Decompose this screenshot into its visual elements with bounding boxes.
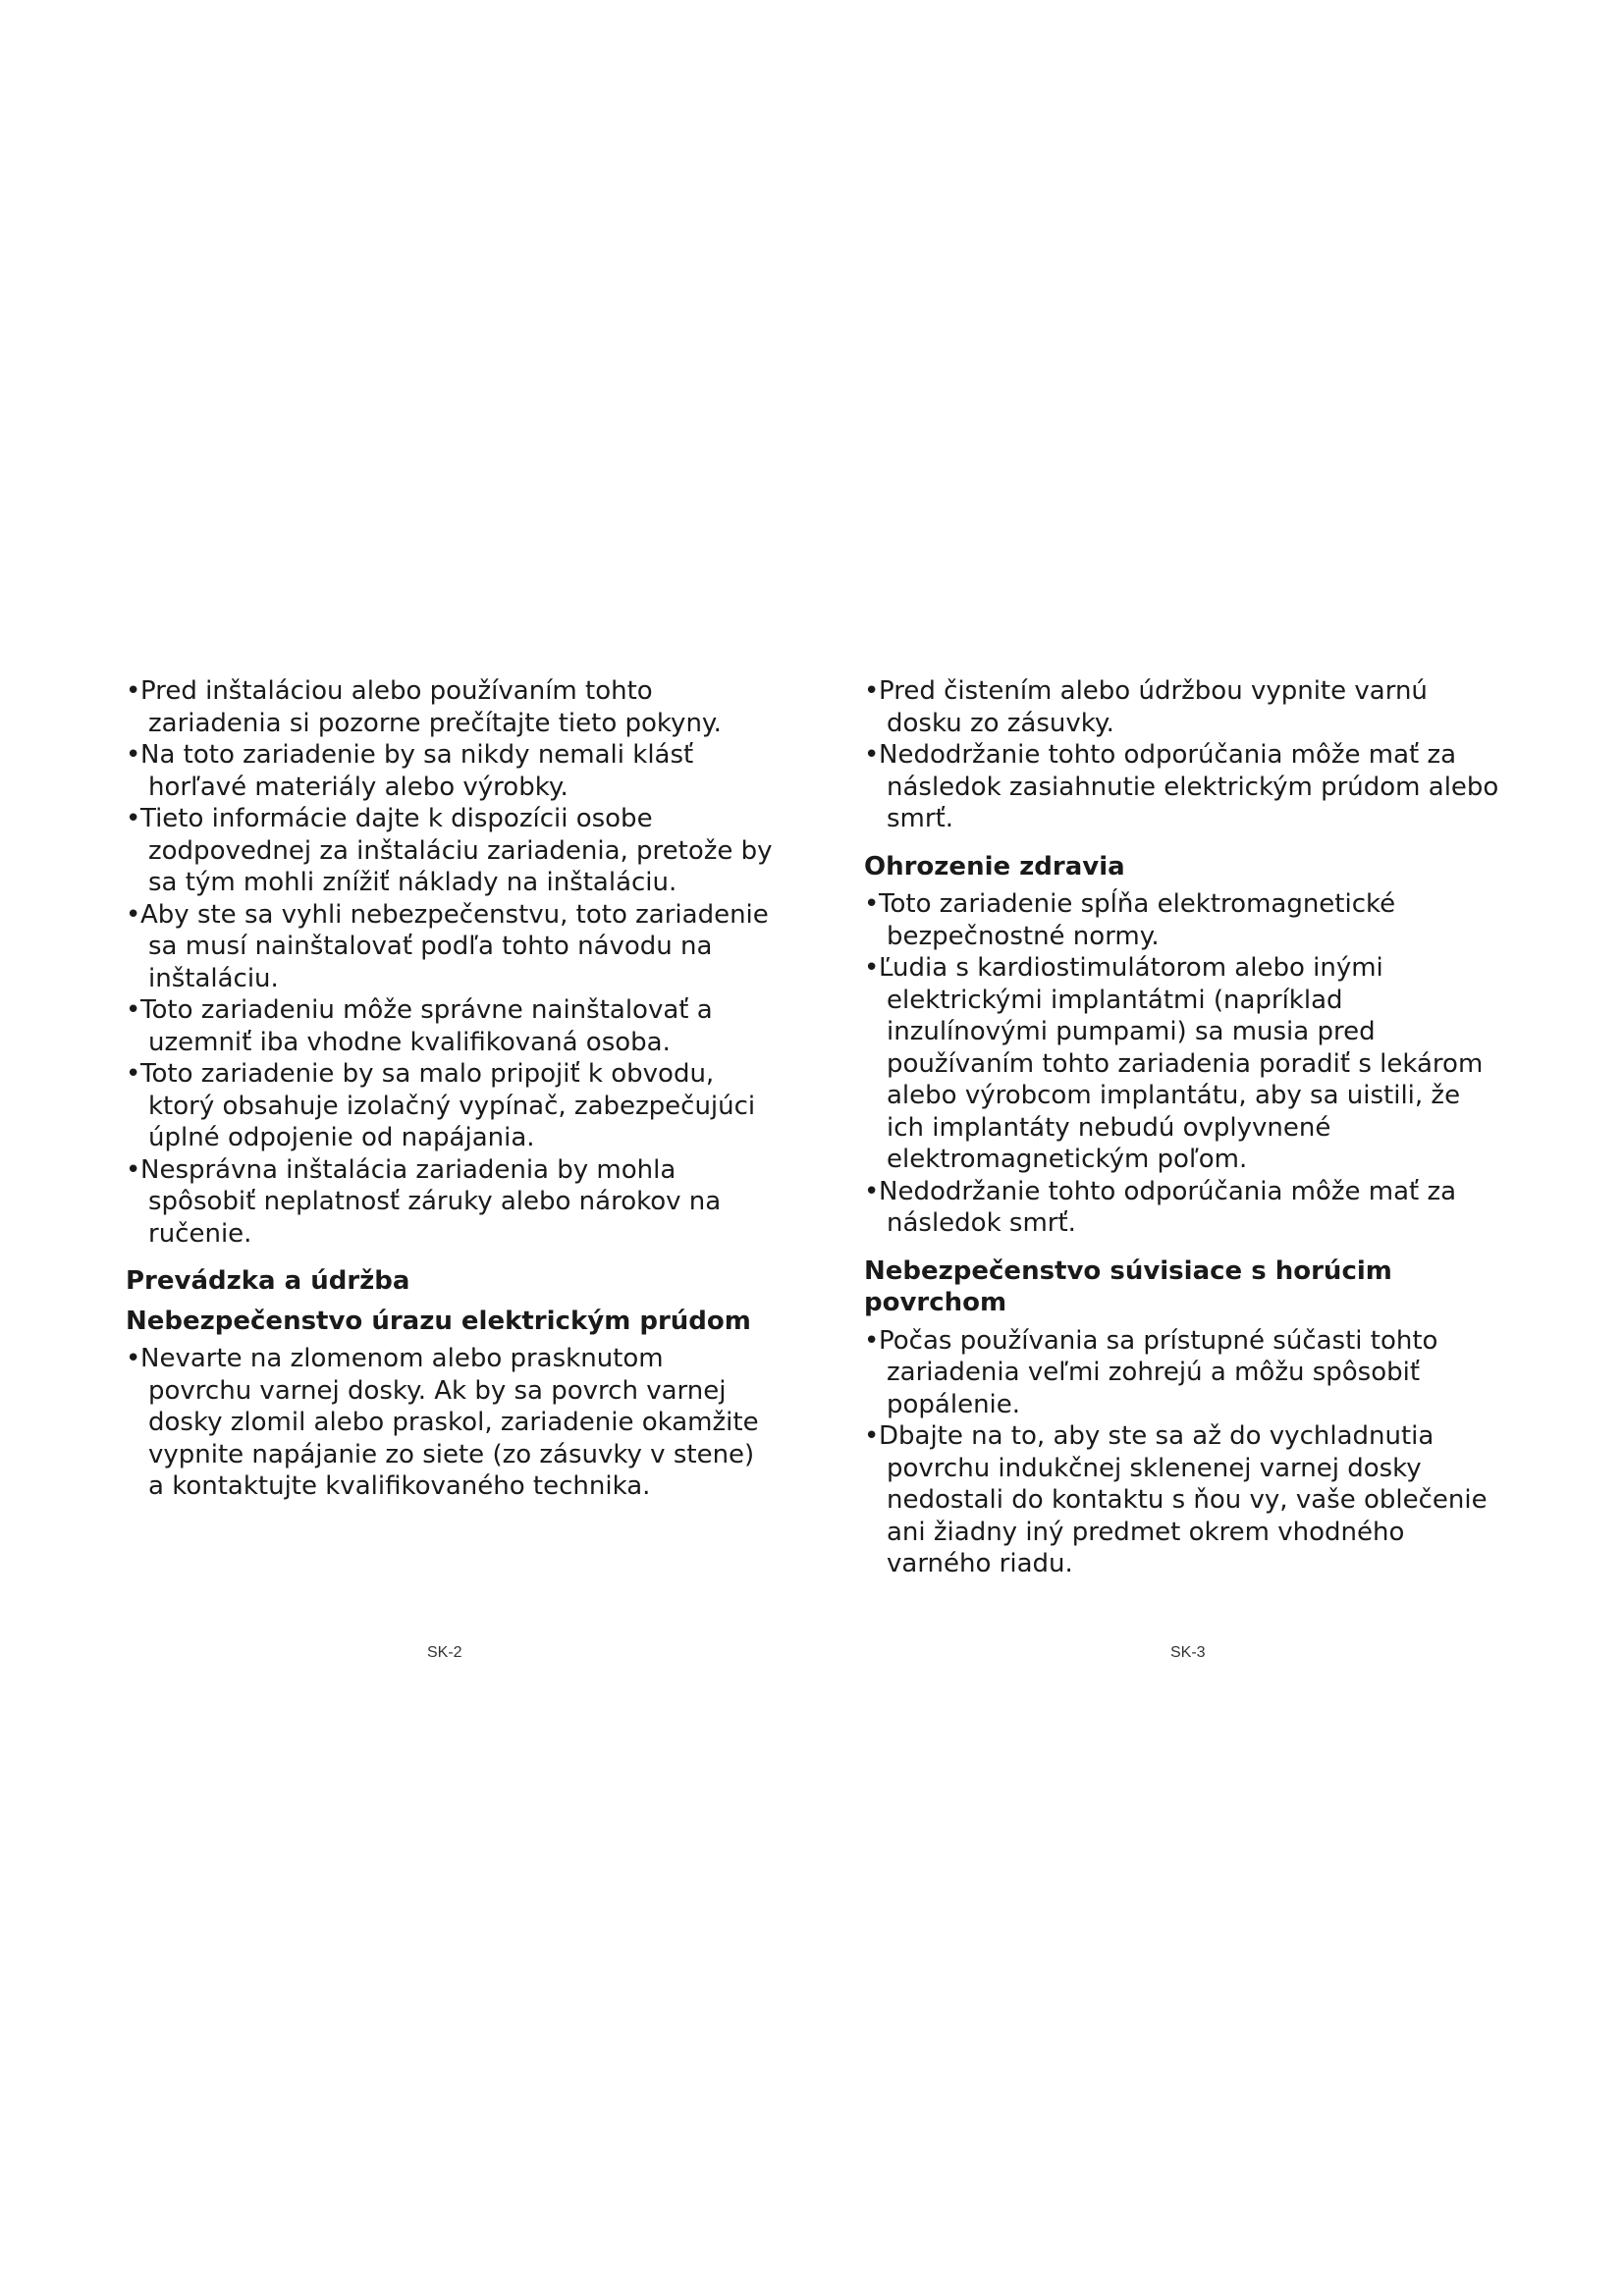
list-item: • Nesprávna inštalácia zariadenia by mohla spôsobiť neplatnosť záruky alebo nárokov na ručenie.: [126, 1154, 774, 1251]
page-number-left: SK-2: [427, 1644, 462, 1661]
section-heading-operation: Prevádzka a údržba: [126, 1266, 410, 1296]
list-item: • Dbajte na to, aby ste sa až do vychladnutia povrchu indukčnej sklenenej varnej dosky nedostali do kontaktu s ňou vy, vaše oblečenie ani žiadny iný predmet okrem vhodného varného riadu.: [864, 1420, 1502, 1580]
left-page-column: [126, 675, 774, 1503]
section-heading-health: Ohrozenie zdravia: [864, 851, 1125, 881]
list-item: • Toto zariadenie spĺňa elektromagnetické bezpečnostné normy.: [864, 888, 1502, 952]
list-item: • Pred inštaláciou alebo používaním tohto zariadenia si pozorne prečítajte tieto pokyny.: [126, 675, 774, 739]
section-heading-hot-surface: Nebezpečenstvo súvisiace s horúcim povrchom: [864, 1255, 1392, 1317]
list-item: • Nevarte na zlomenom alebo prasknutom povrchu varnej dosky. Ak by sa povrch varnej dosky zlomil alebo praskol, zariadenie okamžite vypnite napájanie zo siete (zo zásuvky v stene) a kontaktujte kvalifikovaného technika.: [126, 1343, 774, 1503]
list-item: • Aby ste sa vyhli nebezpečenstvu, toto zariadenie sa musí nainštalovať podľa tohto návodu na inštaláciu.: [126, 899, 774, 995]
list-item: • Nedodržanie tohto odporúčania môže mať za následok zasiahnutie elektrickým prúdom alebo smrť.: [864, 739, 1502, 835]
list-item: • Toto zariadenie by sa malo pripojiť k obvodu, ktorý obsahuje izolačný vypínač, zabezpečujúci úplné odpojenie od napájania.: [126, 1058, 774, 1154]
list-item: • Nedodržanie tohto odporúčania môže mať za následok smrť.: [864, 1176, 1502, 1240]
list-item: • Počas používania sa prístupné súčasti tohto zariadenia veľmi zohrejú a môžu spôsobiť popálenie.: [864, 1325, 1502, 1421]
list-item: • Tieto informácie dajte k dispozícii osobe zodpovednej za inštaláciu zariadenia, pretože by sa tým mohli znížiť náklady na inštaláciu.: [126, 803, 774, 899]
section-heading-electric-shock: Nebezpečenstvo úrazu elektrickým prúdom: [126, 1306, 751, 1336]
list-item: • Pred čistením alebo údržbou vypnite varnú dosku zo zásuvky.: [864, 675, 1502, 739]
page-number-right: SK-3: [1170, 1644, 1206, 1661]
right-page-column: [864, 675, 1502, 1580]
list-item: • Na toto zariadenie by sa nikdy nemali klásť horľavé materiály alebo výrobky.: [126, 739, 774, 803]
list-item: • Toto zariadeniu môže správne nainštalovať a uzemniť iba vhodne kvalifikovaná osoba.: [126, 994, 774, 1058]
list-item: • Ľudia s kardiostimulátorom alebo inými elektrickými implantátmi (napríklad inzulínovými pumpami) sa musia pred používaním tohto zariadenia poradiť s lekárom alebo výrobcom implantátu, aby sa uistili, že ich implantáty nebudú ovplyvnené elektromagnetickým poľom.: [864, 952, 1502, 1176]
